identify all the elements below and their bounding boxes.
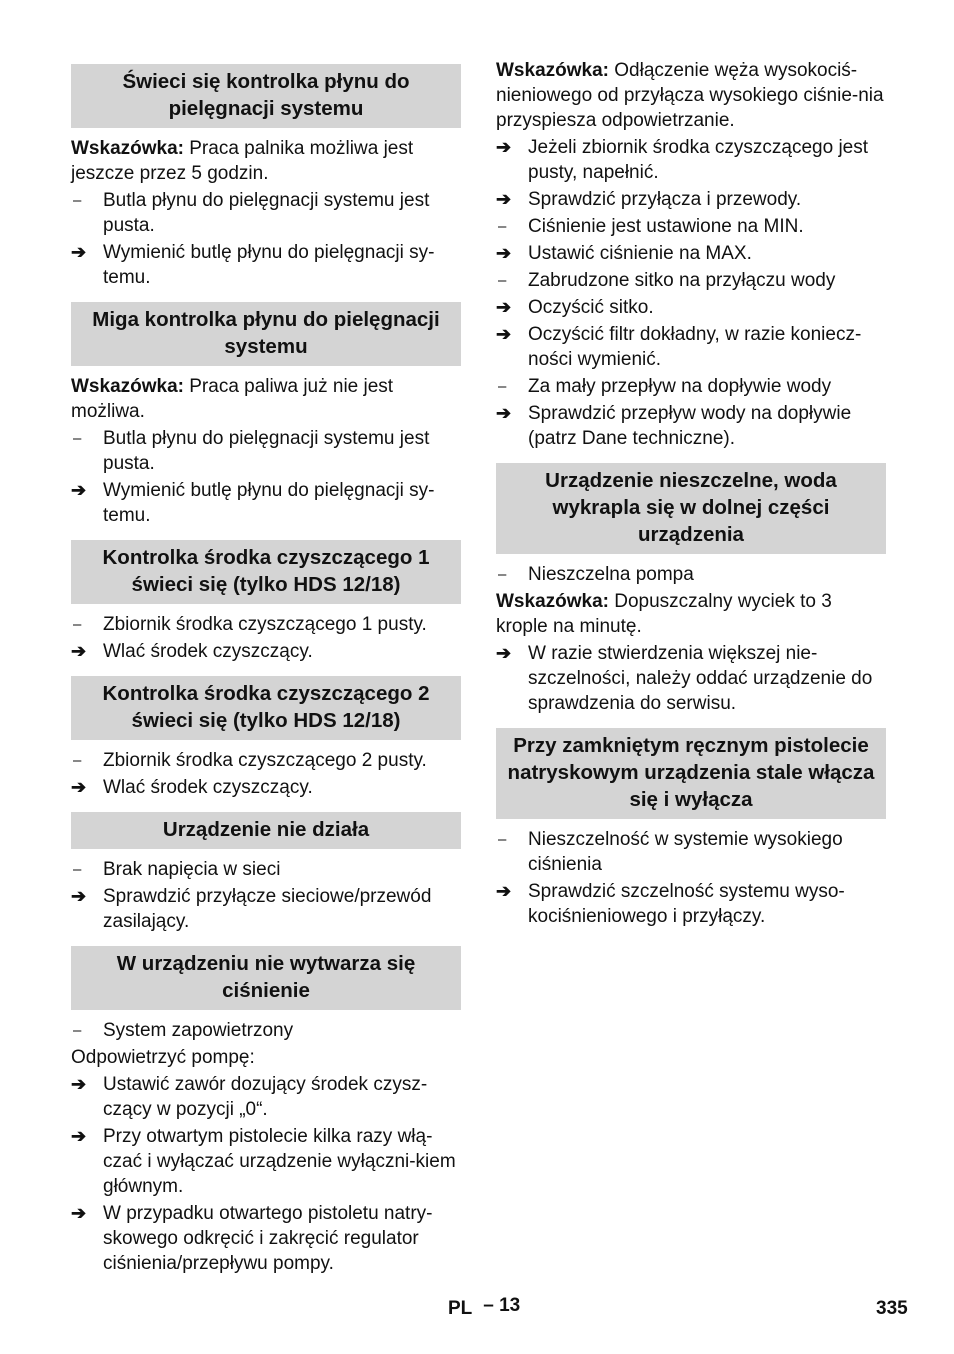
section-heading: Kontrolka środka czyszczącego 2 świeci się (tylko HDS 12/18) bbox=[71, 676, 461, 740]
section-heading: Świeci się kontrolka płynu do pielęgnacji systemu bbox=[71, 64, 461, 128]
fault-item bbox=[496, 268, 886, 293]
action-item bbox=[71, 884, 461, 934]
arrow-right-icon: ➔ bbox=[496, 297, 512, 317]
item-text: Nieszczelność w systemie wysokiego ciśnienia bbox=[528, 829, 843, 875]
arrow-right-icon: ➔ bbox=[71, 886, 87, 906]
item-text: Sprawdzić przepływ wody na dopływie (patrz Dane techniczne). bbox=[528, 403, 852, 449]
item-text: Nieszczelna pompa bbox=[528, 564, 694, 585]
action-item bbox=[496, 322, 886, 372]
dash-icon: – bbox=[498, 831, 507, 848]
note-label: Wskazówka: bbox=[496, 60, 609, 81]
action-item bbox=[496, 641, 886, 716]
fault-item bbox=[496, 562, 886, 587]
note-label: Wskazówka: bbox=[496, 591, 609, 612]
fault-item bbox=[71, 612, 461, 637]
fault-item bbox=[71, 426, 461, 476]
dash-icon: – bbox=[498, 272, 507, 289]
item-text: Zbiornik środka czyszczącego 1 pusty. bbox=[103, 614, 427, 635]
item-text: Zbiornik środka czyszczącego 2 pusty. bbox=[103, 750, 427, 771]
note-label: Wskazówka: bbox=[71, 376, 184, 397]
item-text: W razie stwierdzenia większej nie-szczelności, należy oddać urządzenie do sprawdzenia do serwisu. bbox=[528, 643, 873, 714]
fault-item bbox=[496, 374, 886, 399]
note-text: Praca paliwa już nie jest możliwa. bbox=[71, 376, 394, 422]
section-heading: Przy zamkniętym ręcznym pistolecie natryskowym urządzenia stale włącza się i wyłącza bbox=[496, 728, 886, 819]
item-text: W przypadku otwartego pistoletu natry-skowego odkręcić i zakręcić regulator ciśnienia/przepływu pompy. bbox=[103, 1203, 433, 1274]
item-text: Zabrudzone sitko na przyłączu wody bbox=[528, 270, 836, 291]
arrow-right-icon: ➔ bbox=[71, 242, 87, 262]
note-paragraph bbox=[71, 374, 461, 424]
item-text: Wlać środek czyszczący. bbox=[103, 777, 313, 798]
fault-item bbox=[496, 214, 886, 239]
action-item bbox=[496, 295, 886, 320]
action-item bbox=[71, 240, 461, 290]
item-text: Za mały przepływ na dopływie wody bbox=[528, 376, 832, 397]
action-item bbox=[71, 1072, 461, 1122]
action-item bbox=[71, 775, 461, 800]
item-text: Wymienić butlę płynu do pielęgnacji sy-temu. bbox=[103, 242, 435, 288]
spacer bbox=[71, 292, 461, 302]
item-text: Sprawdzić szczelność systemu wyso-kociśnieniowego i przyłączy. bbox=[528, 881, 845, 927]
dash-icon: – bbox=[73, 192, 82, 209]
arrow-right-icon: ➔ bbox=[71, 480, 87, 500]
page-number: 335 bbox=[876, 1298, 908, 1319]
action-item bbox=[71, 639, 461, 664]
arrow-right-icon: ➔ bbox=[496, 189, 512, 209]
arrow-right-icon: ➔ bbox=[71, 1074, 87, 1094]
fault-item bbox=[496, 827, 886, 877]
action-item bbox=[496, 187, 886, 212]
action-item bbox=[496, 401, 886, 451]
arrow-right-icon: ➔ bbox=[71, 777, 87, 797]
arrow-right-icon: ➔ bbox=[71, 641, 87, 661]
action-item bbox=[71, 1124, 461, 1199]
left-column bbox=[71, 64, 461, 1278]
item-text: Butla płynu do pielęgnacji systemu jest pusta. bbox=[103, 190, 430, 236]
dash-icon: – bbox=[498, 378, 507, 395]
action-item bbox=[496, 879, 886, 929]
section-heading: Urządzenie nie działa bbox=[71, 812, 461, 849]
item-text: Wymienić butlę płynu do pielęgnacji sy-temu. bbox=[103, 480, 435, 526]
spacer bbox=[496, 453, 886, 463]
dash-icon: – bbox=[73, 616, 82, 633]
arrow-right-icon: ➔ bbox=[71, 1126, 87, 1146]
action-item bbox=[71, 1201, 461, 1276]
item-text: Przy otwartym pistolecie kilka razy włą-czać i wyłączać urządzenie wyłączni-kiem głównym. bbox=[103, 1126, 456, 1197]
note-text: Odłączenie węża wysokociś-nieniowego od przyłącza wysokiego ciśnie-nia przyspiesza odpowietrzanie. bbox=[496, 60, 884, 131]
item-text: Sprawdzić przyłącza i przewody. bbox=[528, 189, 802, 210]
fault-item bbox=[71, 1018, 461, 1043]
dash-icon: – bbox=[73, 861, 82, 878]
item-text: Sprawdzić przyłącze sieciowe/przewód zasilający. bbox=[103, 886, 432, 932]
right-column bbox=[496, 58, 886, 931]
dash-icon: – bbox=[498, 566, 507, 583]
fault-item bbox=[71, 188, 461, 238]
arrow-right-icon: ➔ bbox=[496, 324, 512, 344]
arrow-right-icon: ➔ bbox=[496, 137, 512, 157]
dash-icon: – bbox=[73, 430, 82, 447]
item-text: Butla płynu do pielęgnacji systemu jest pusta. bbox=[103, 428, 430, 474]
section-heading: Kontrolka środka czyszczącego 1 świeci się (tylko HDS 12/18) bbox=[71, 540, 461, 604]
note-text: Praca palnika możliwa jest jeszcze przez 5 godzin. bbox=[71, 138, 414, 184]
section-heading: Miga kontrolka płynu do pielęgnacji systemu bbox=[71, 302, 461, 366]
arrow-right-icon: ➔ bbox=[71, 1203, 87, 1223]
action-item bbox=[71, 478, 461, 528]
note-paragraph bbox=[496, 58, 886, 133]
page-footer-label bbox=[448, 1295, 521, 1320]
spacer bbox=[71, 666, 461, 676]
fault-item bbox=[71, 857, 461, 882]
item-text: Jeżeli zbiornik środka czyszczącego jest pusty, napełnić. bbox=[528, 137, 869, 183]
action-item bbox=[496, 241, 886, 266]
paragraph: Odpowietrzyć pompę: bbox=[71, 1047, 255, 1068]
item-text: Wlać środek czyszczący. bbox=[103, 641, 313, 662]
dash-icon: – bbox=[73, 1022, 82, 1039]
arrow-right-icon: ➔ bbox=[496, 403, 512, 423]
arrow-right-icon: ➔ bbox=[496, 881, 512, 901]
note-paragraph bbox=[71, 136, 461, 186]
dash-icon: – bbox=[73, 752, 82, 769]
item-text: Ciśnienie jest ustawione na MIN. bbox=[528, 216, 804, 237]
note-text: Dopuszczalny wyciek to 3 krople na minutę. bbox=[496, 591, 832, 637]
item-text: Ustawić zawór dozujący środek czysz-czący w pozycji „0“. bbox=[103, 1074, 428, 1120]
spacer bbox=[71, 530, 461, 540]
item-text: Ustawić ciśnienie na MAX. bbox=[528, 243, 752, 264]
section-page-number: – 13 bbox=[483, 1295, 521, 1316]
arrow-right-icon: ➔ bbox=[496, 643, 512, 663]
section-heading: W urządzeniu nie wytwarza się ciśnienie bbox=[71, 946, 461, 1010]
fault-item bbox=[71, 748, 461, 773]
dash-icon: – bbox=[498, 218, 507, 235]
spacer bbox=[71, 936, 461, 946]
item-text: Oczyścić filtr dokładny, w razie koniecz-ności wymienić. bbox=[528, 324, 862, 370]
action-item bbox=[496, 135, 886, 185]
item-text: System zapowietrzony bbox=[103, 1020, 294, 1041]
spacer bbox=[71, 802, 461, 812]
item-text: Brak napięcia w sieci bbox=[103, 859, 281, 880]
item-text: Oczyścić sitko. bbox=[528, 297, 654, 318]
note-label: Wskazówka: bbox=[71, 138, 184, 159]
spacer bbox=[496, 718, 886, 728]
section-heading: Urządzenie nieszczelne, woda wykrapla się w dolnej części urządzenia bbox=[496, 463, 886, 554]
note-paragraph bbox=[496, 589, 886, 639]
language-code: PL bbox=[448, 1298, 472, 1319]
arrow-right-icon: ➔ bbox=[496, 243, 512, 263]
